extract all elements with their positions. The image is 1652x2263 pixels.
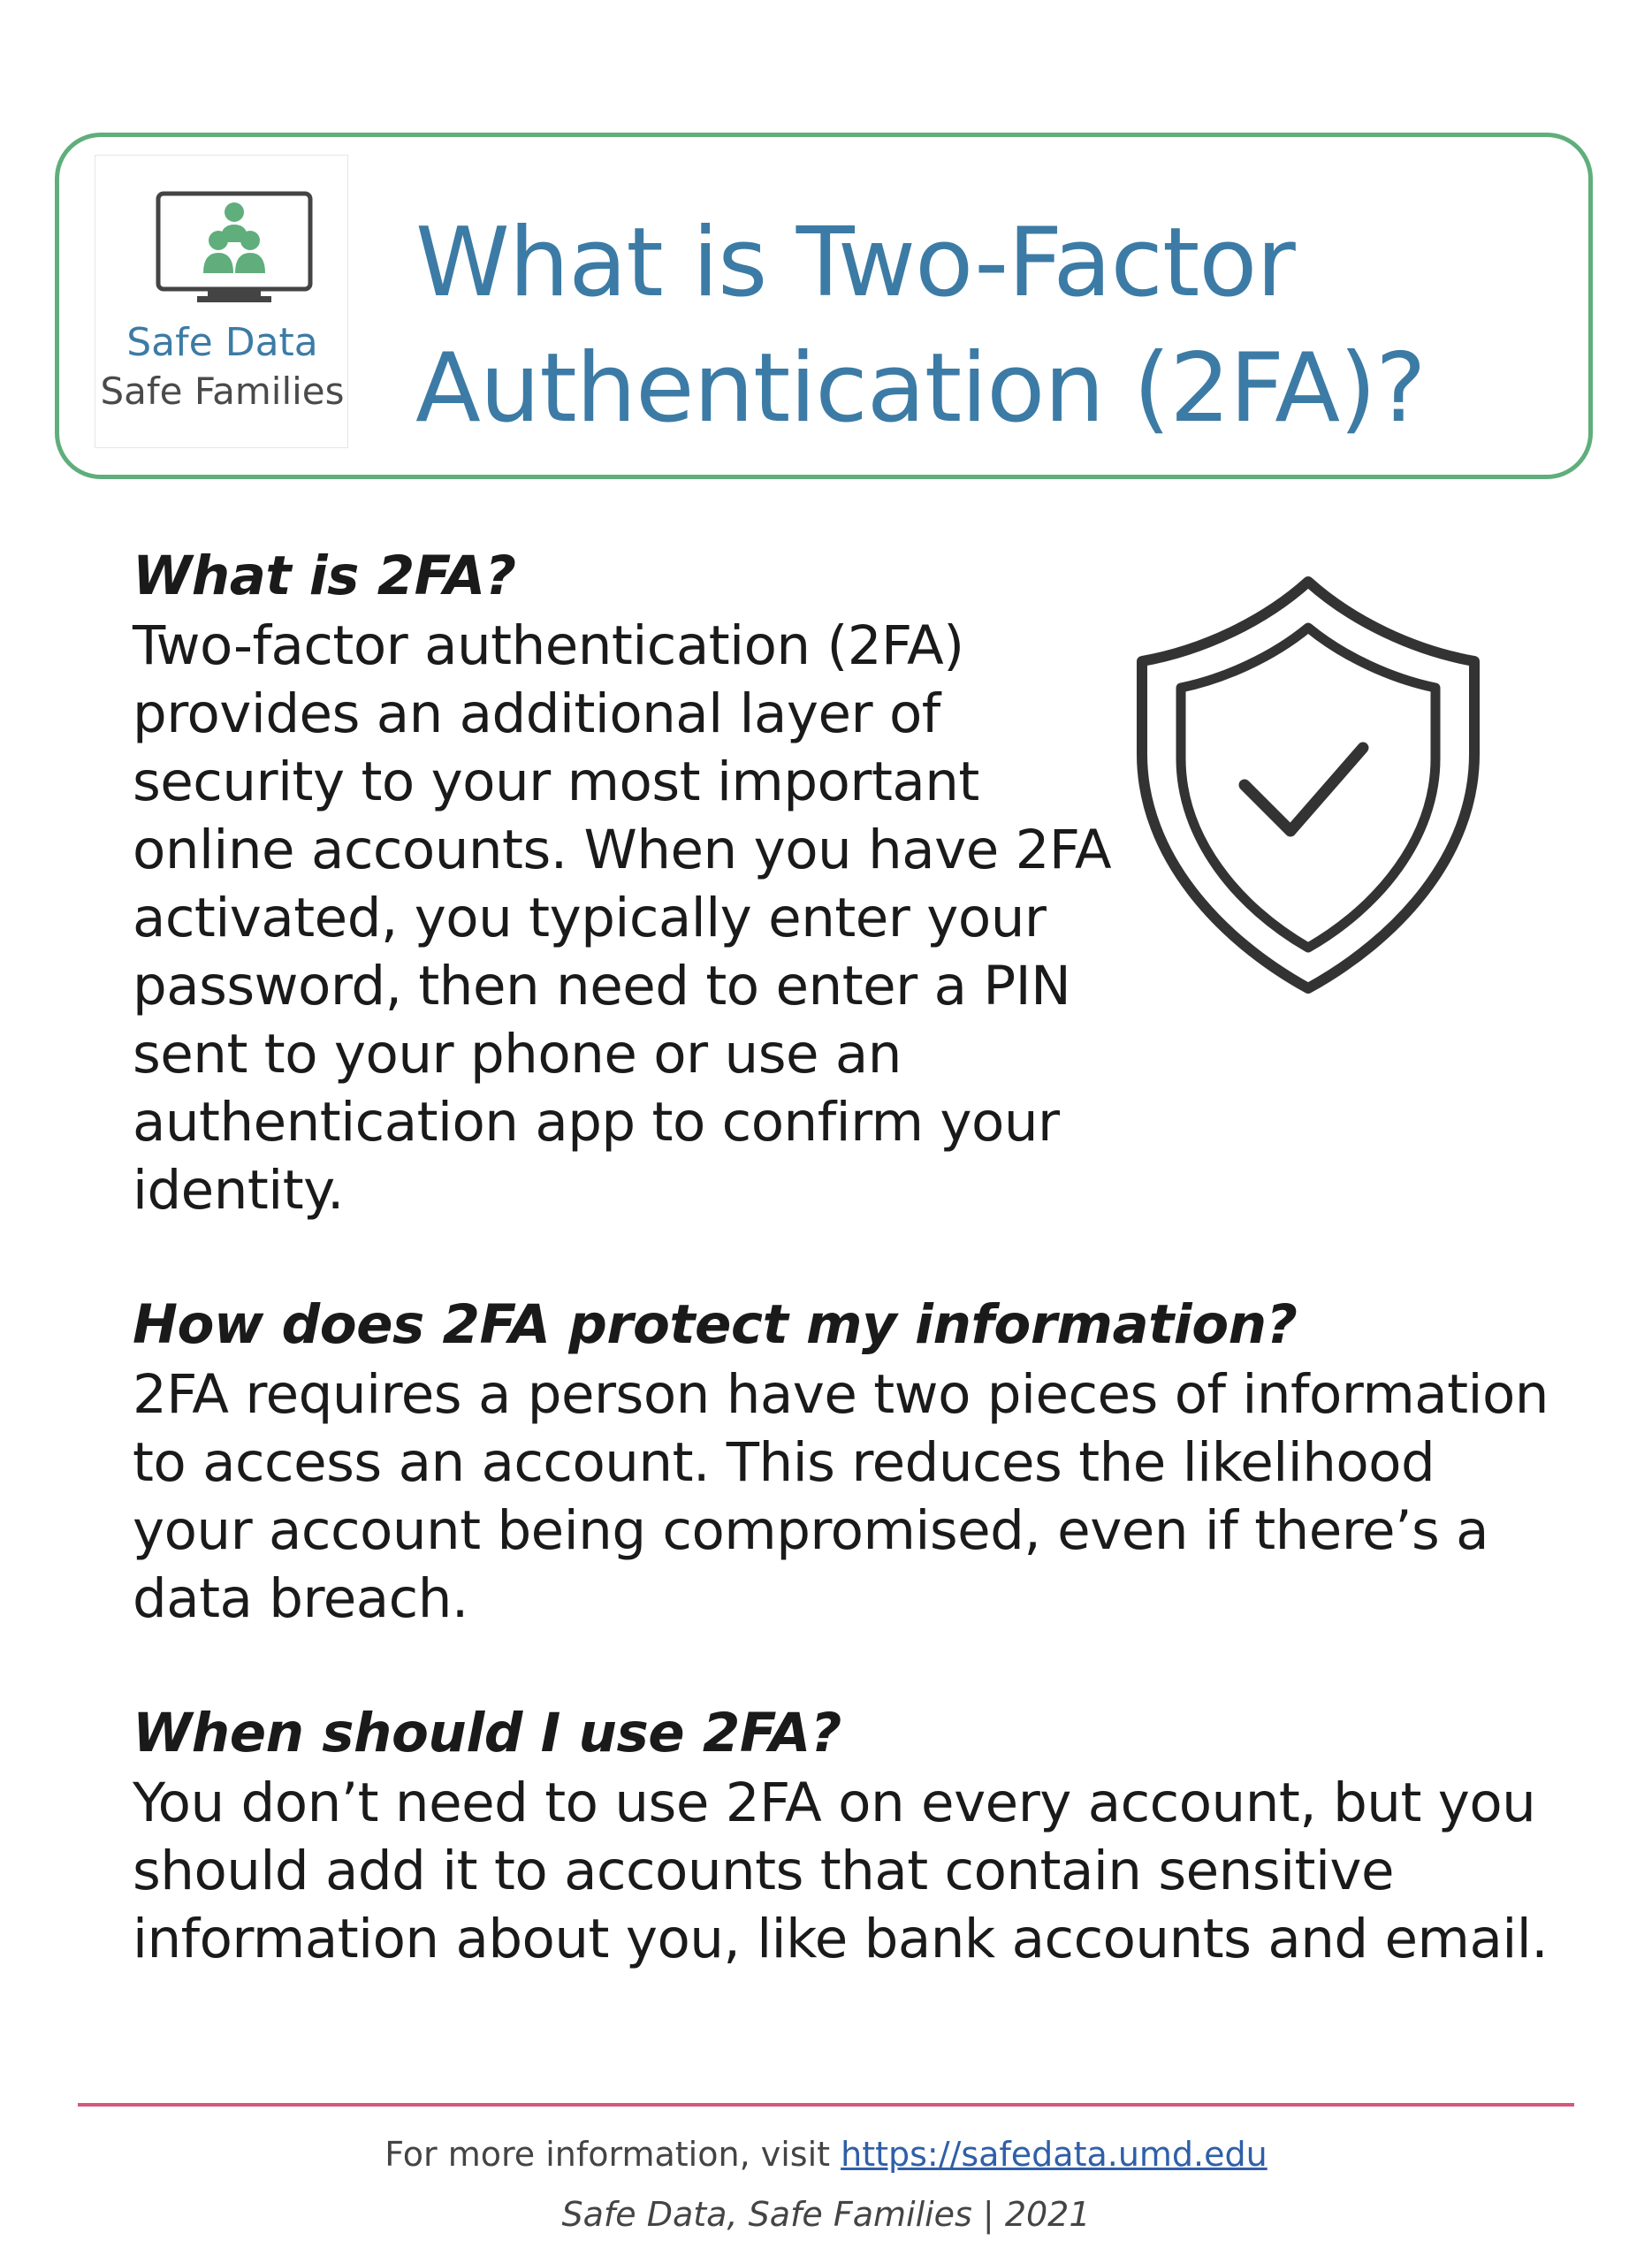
section-heading: When should I use 2FA? <box>133 1702 841 1764</box>
section-heading: How does 2FA protect my information? <box>133 1293 1298 1356</box>
page-title: What is Two-Factor Authentication (2FA)? <box>415 208 1426 444</box>
section-when-use <box>133 1698 1564 1973</box>
section-what-is-2fa <box>133 541 1564 1224</box>
footer-divider <box>78 2103 1574 2107</box>
logo <box>95 155 348 448</box>
section-heading: What is 2FA? <box>133 545 516 607</box>
footer-link[interactable]: https://safedata.umd.edu <box>841 2135 1268 2174</box>
section-how-protect <box>133 1290 1564 1633</box>
section-body: You don’t need to use 2FA on every account, but you should add it to accounts that contain sensitive information about you, like bank accounts and email. <box>133 1772 1549 1970</box>
section-body: 2FA requires a person have two pieces of information to access an account. This reduces the likelihood your account being compromised, even if there’s a data breach. <box>133 1363 1549 1630</box>
header-box <box>55 133 1593 479</box>
section-body: Two-factor authentication (2FA) provides an additional layer of security to your most important online accounts. When you have 2FA activated, you typically enter your password, then need to enter a PIN sent to your phone or use an authentication app to confirm your identity. <box>133 614 1112 1222</box>
monitor-people-icon <box>155 191 314 310</box>
footer-credit: Safe Data, Safe Families | 2021 <box>561 2195 1091 2234</box>
logo-text-line2: Safe Families <box>100 370 345 413</box>
content <box>133 541 1564 1973</box>
footer-prefix: For more information, visit <box>384 2135 841 2174</box>
logo-text-line1: Safe Data <box>126 320 318 365</box>
footer-info <box>0 2132 1652 2176</box>
